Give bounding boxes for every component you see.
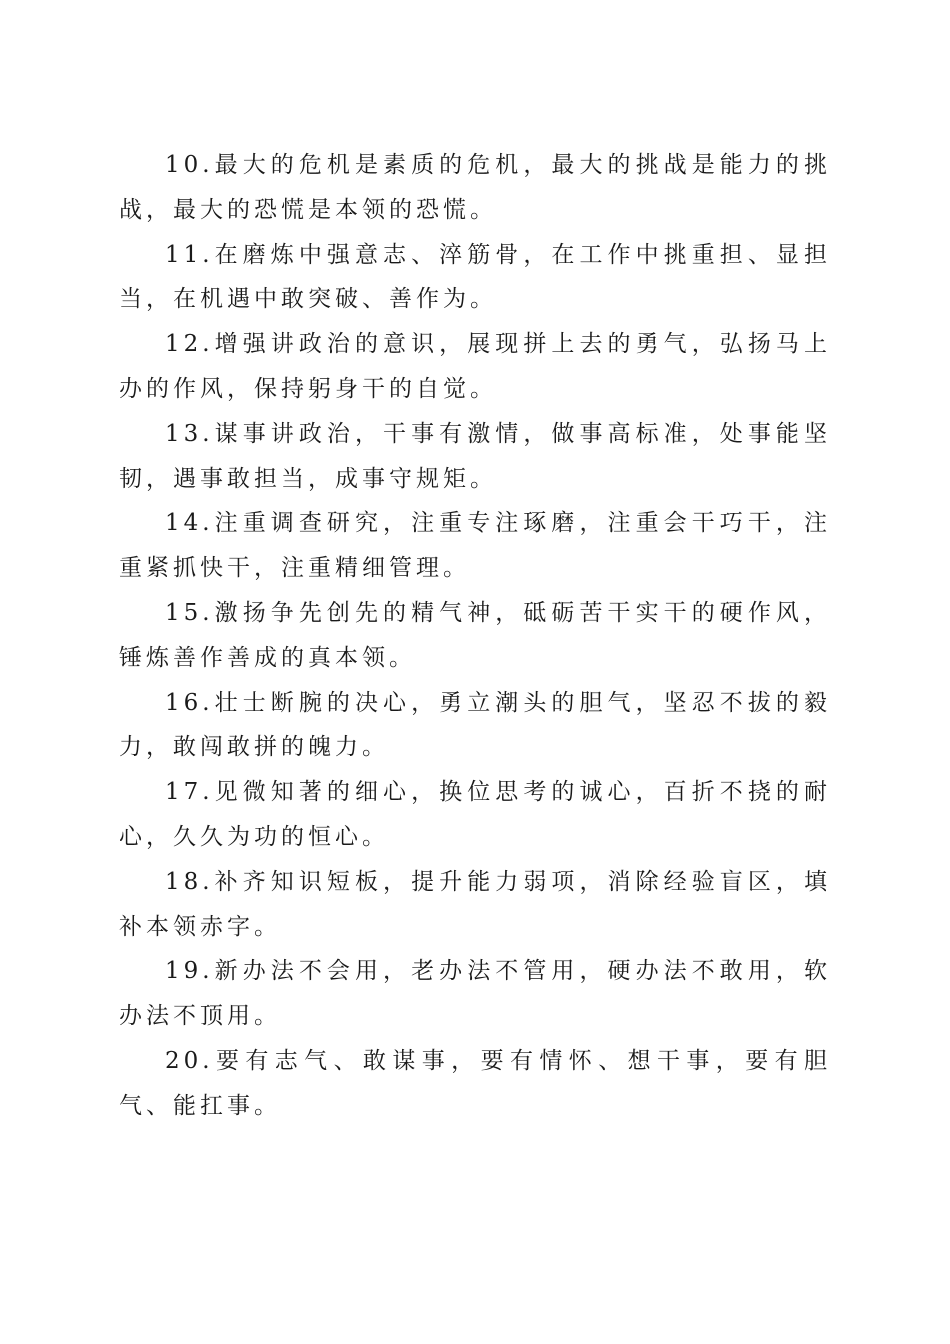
list-item: 10.最大的危机是素质的危机，最大的挑战是能力的挑战，最大的恐慌是本领的恐慌。 <box>119 152 831 223</box>
list-item: 16.壮士断腕的决心，勇立潮头的胆气，坚忍不拔的毅力，敢闯敢拼的魄力。 <box>119 689 831 761</box>
list-item: 11.在磨炼中强意志、淬筋骨，在工作中挑重担、显担当，在机遇中敢突破、善作为。 <box>119 241 831 313</box>
list-item: 15.激扬争先创先的精气神，砥砺苦干实干的硬作风，锤炼善作善成的真本领。 <box>119 599 831 671</box>
list-item: 20.要有志气、敢谋事，要有情怀、想干事，要有胆气、能扛事。 <box>119 1047 831 1119</box>
list-item: 14.注重调查研究，注重专注琢磨，注重会干巧干，注重紧抓快干，注重精细管理。 <box>119 510 831 582</box>
list-item: 17.见微知著的细心，换位思考的诚心，百折不挠的耐心，久久为功的恒心。 <box>119 779 831 850</box>
list-item: 18.补齐知识短板，提升能力弱项，消除经验盲区，填补本领赤字。 <box>119 868 831 940</box>
document-body <box>119 143 831 1129</box>
list-item: 12.增强讲政治的意识，展现拼上去的勇气，弘扬马上办的作风，保持躬身干的自觉。 <box>119 331 831 402</box>
list-item: 13.谋事讲政治，干事有激情，做事高标准，处事能坚韧，遇事敢担当，成事守规矩。 <box>119 420 831 492</box>
list-item: 19.新办法不会用，老办法不管用，硬办法不敢用，软办法不顶用。 <box>119 958 831 1030</box>
